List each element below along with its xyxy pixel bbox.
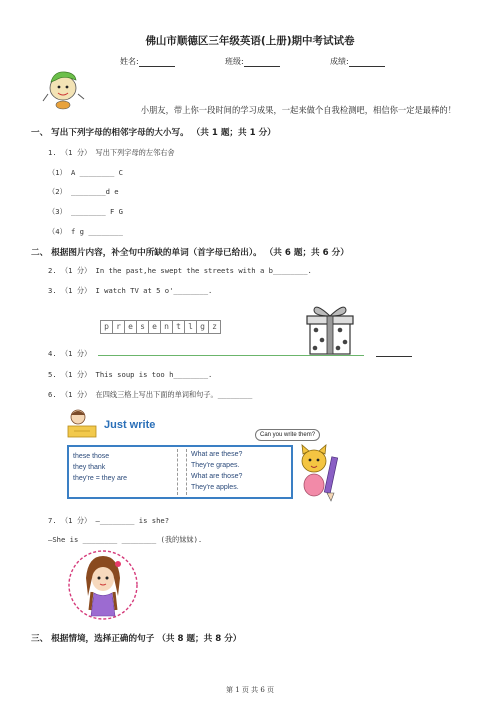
question-4-prefix: 4. （1 分）: [48, 349, 92, 358]
question-5: 5. （1 分） This soup is too h________.: [48, 370, 213, 379]
question-4-blank[interactable]: [376, 356, 412, 357]
score-field: [330, 56, 385, 67]
speech-bubble: Can you write them?: [255, 429, 320, 441]
table-right-row: They're apples.: [191, 484, 239, 491]
table-left-column: [73, 451, 127, 484]
question-4-line: [98, 355, 364, 356]
score-label: 成绩:: [330, 57, 349, 66]
mascot-illustration: [40, 68, 88, 110]
intro-text: 小朋友，带上你一段时间的学习成果，一起来做个自我检测吧，相信你一定是最棒的！: [140, 105, 456, 115]
girl-writing-icon: [64, 406, 100, 440]
letter-box: g: [196, 320, 209, 334]
class-blank[interactable]: [244, 57, 280, 67]
letter-box: e: [124, 320, 137, 334]
name-field: [120, 56, 175, 67]
table-right-row: What are these?: [191, 451, 243, 458]
question-1-item-2: （2） ________d e: [48, 187, 119, 196]
name-blank[interactable]: [139, 57, 175, 67]
writing-table: [67, 445, 293, 499]
page-footer: 第 1 页 共 6 页: [225, 686, 275, 694]
question-1-item-4: （4） f g ________: [48, 227, 123, 236]
question-3: 3. （1 分） I watch TV at 5 o'________.: [48, 286, 213, 295]
question-1-item-1: （1） A ________ C: [48, 168, 123, 177]
letter-box: e: [148, 320, 161, 334]
question-1-item-3: （3） ________ F G: [48, 207, 123, 216]
name-label: 姓名:: [120, 57, 139, 66]
just-write-heading: Just write: [104, 419, 156, 431]
letter-boxes: [100, 320, 220, 334]
gift-box-illustration: [300, 300, 360, 356]
letter-box: p: [100, 320, 113, 334]
question-2: 2. （1 分） In the past,he swept the streets with a b________.: [48, 266, 312, 275]
question-1: 1. （1 分） 写出下列字母的左邻右舍: [48, 148, 175, 157]
table-left-row: they thank: [73, 464, 106, 471]
table-right-column: [191, 449, 242, 493]
cat-pencil-illustration: [292, 443, 342, 503]
table-right-row: What are those?: [191, 473, 243, 480]
table-left-row: they're = they are: [73, 475, 128, 482]
question-7-answer: —She is ________ ________ (我的妹妹).: [48, 535, 203, 544]
letter-box: z: [208, 320, 221, 334]
class-field: [225, 56, 280, 67]
page-title: 佛山市顺德区三年级英语(上册)期中考试试卷: [145, 35, 355, 47]
girl-portrait-illustration: [68, 548, 138, 622]
section-3-title: 三、 根据情境，选择正确的句子 （共 8 题；共 8 分）: [31, 634, 242, 644]
table-right-row: They're grapes.: [191, 462, 240, 469]
question-6: 6. （1 分） 在四线三格上写出下面的单词和句子。________: [48, 390, 253, 399]
table-divider: [177, 449, 187, 495]
question-7: 7. （1 分） —________ is she?: [48, 516, 170, 525]
letter-box: r: [112, 320, 125, 334]
letter-box: s: [136, 320, 149, 334]
class-label: 班级:: [225, 57, 244, 66]
letter-box: t: [172, 320, 185, 334]
score-blank[interactable]: [349, 57, 385, 67]
table-left-row: these those: [73, 453, 110, 460]
section-1-title: 一、 写出下列字母的相邻字母的大小写。 （共 1 题；共 1 分）: [31, 128, 276, 138]
letter-box: l: [184, 320, 197, 334]
letter-box: n: [160, 320, 173, 334]
section-2-title: 二、 根据图片内容，补全句中所缺的单词（首字母已给出）。 （共 6 题；共 6 分）: [31, 248, 349, 258]
